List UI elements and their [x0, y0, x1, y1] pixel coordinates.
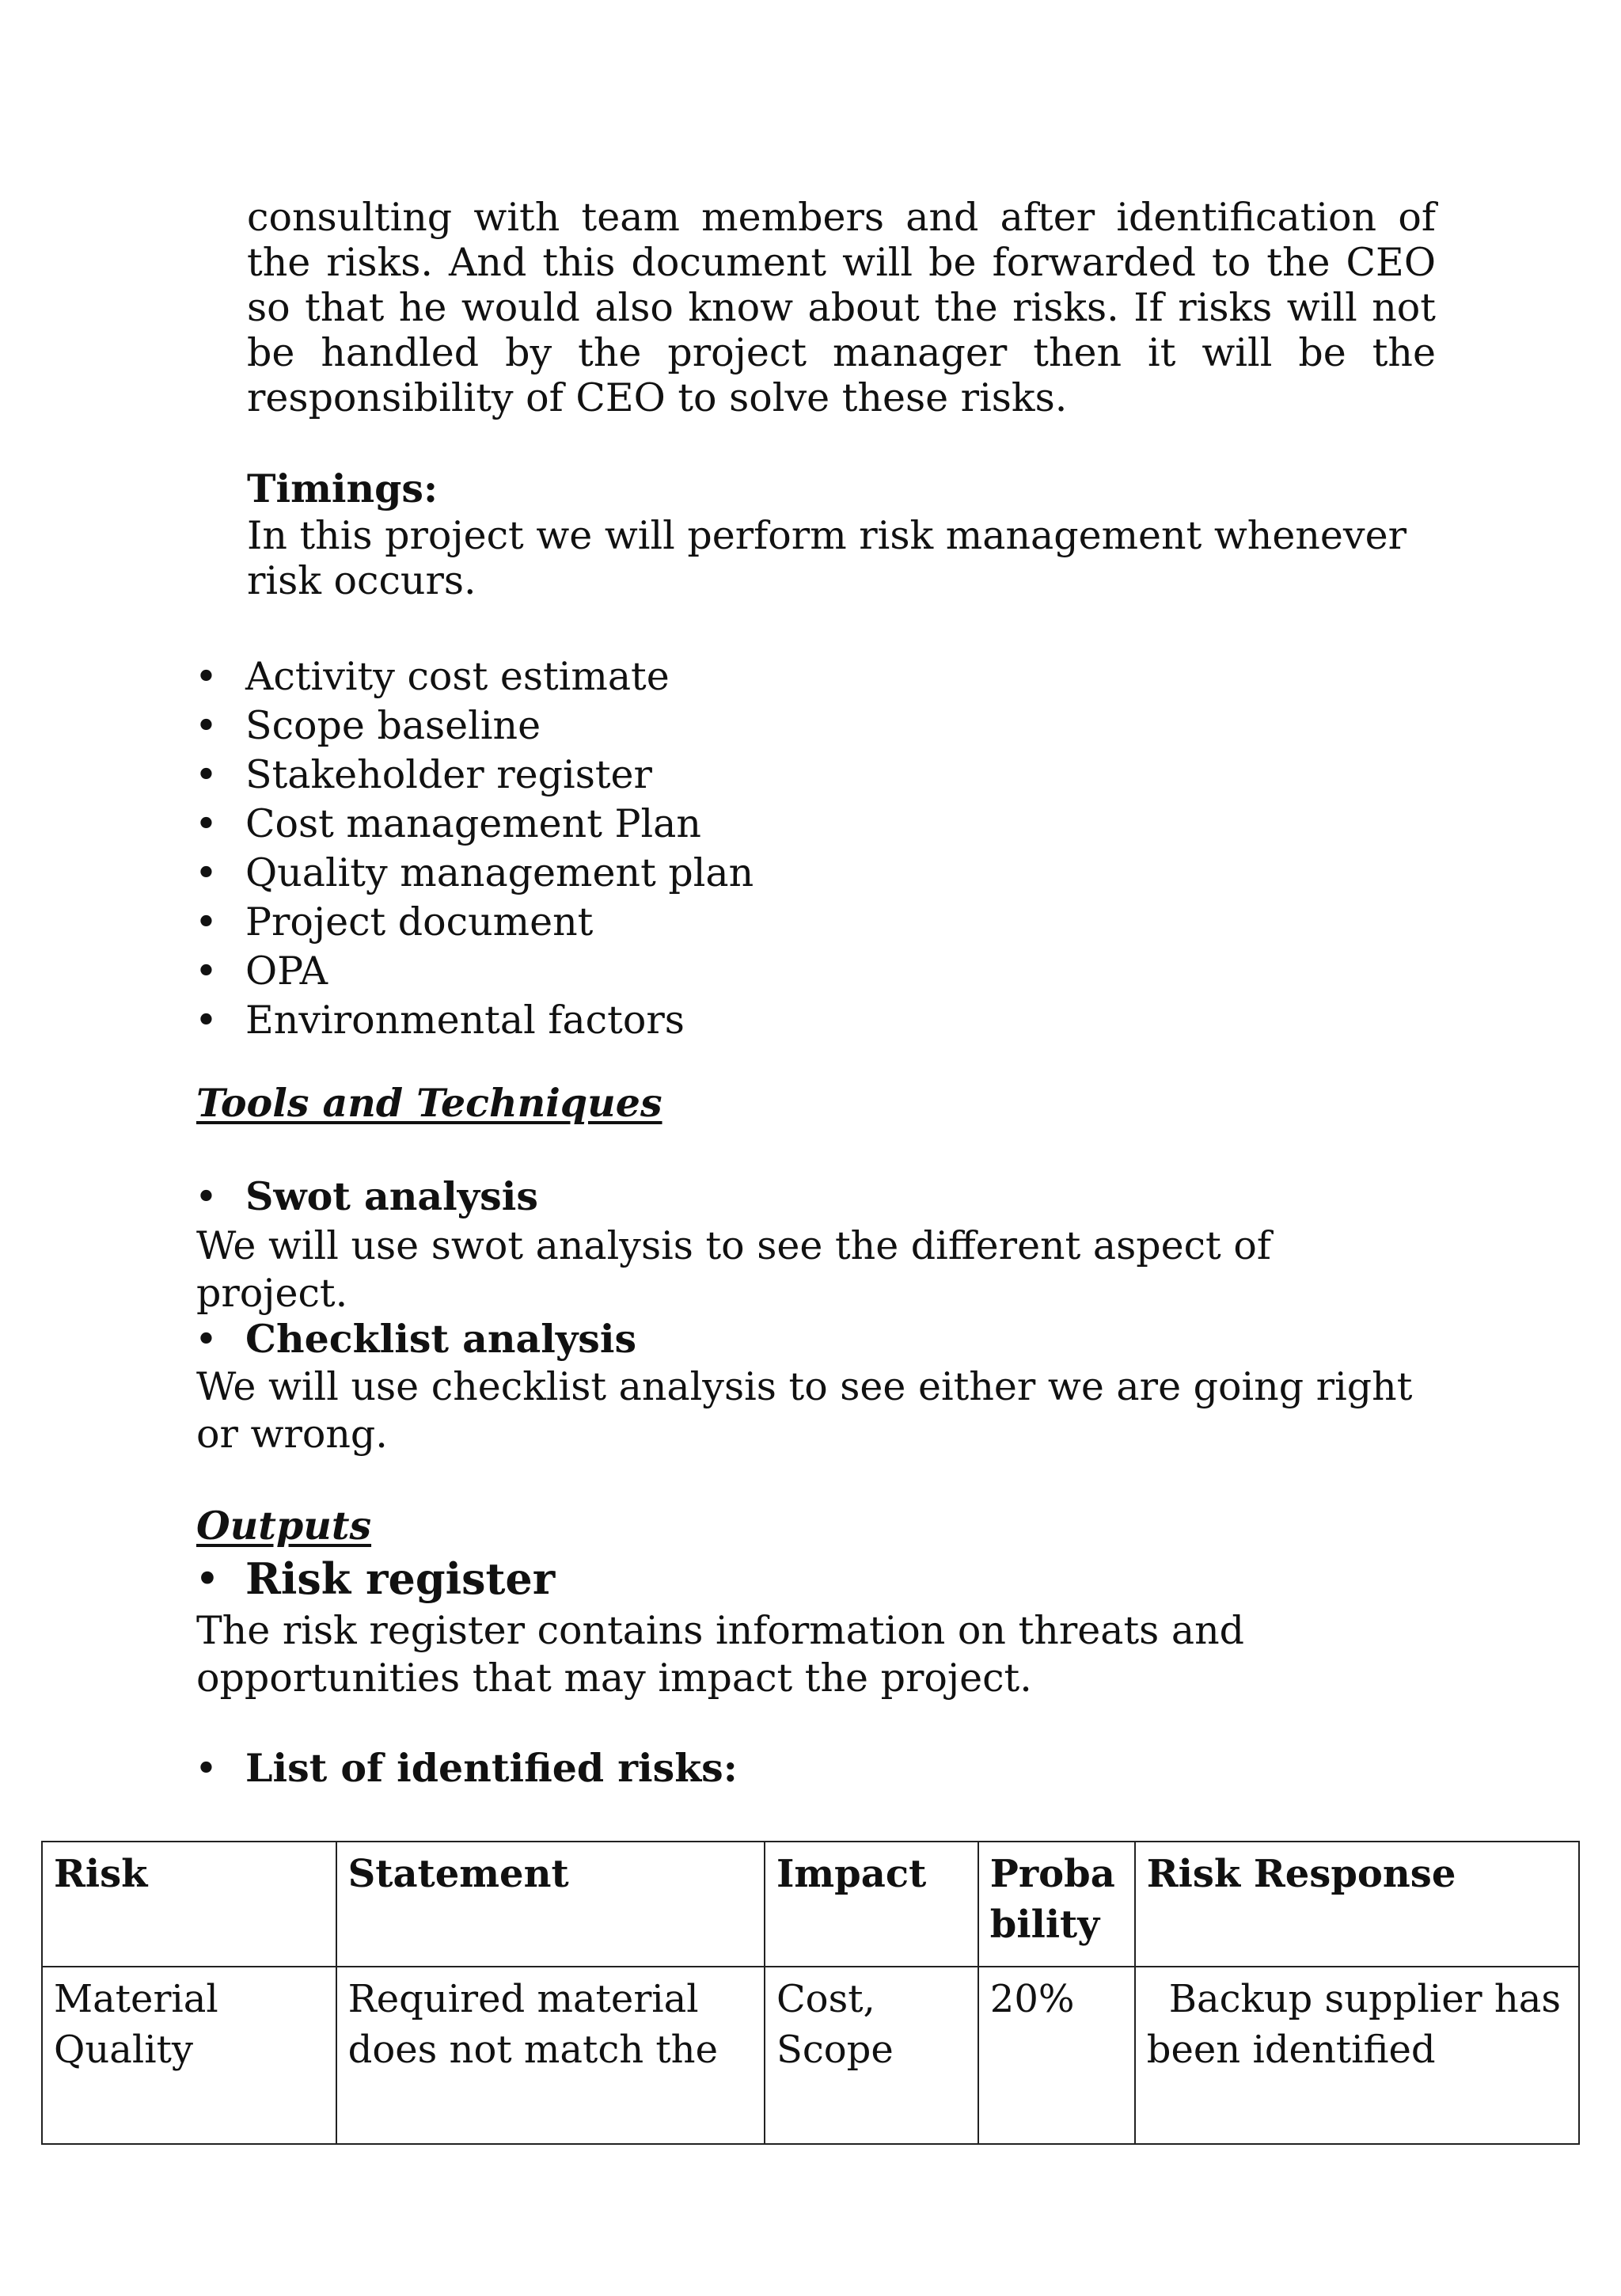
- swot-label: Swot analysis: [245, 1173, 538, 1219]
- list-item: • Activity cost estimate: [195, 652, 754, 701]
- bullet-icon: •: [195, 1317, 218, 1362]
- swot-text: We will use swot analysis to see the different aspect of project.: [196, 1223, 1271, 1316]
- bullet-icon: •: [195, 948, 218, 994]
- bullet-icon: •: [195, 1174, 218, 1219]
- header-statement: Statement: [336, 1842, 765, 1967]
- list-item: • Quality management plan: [195, 849, 754, 898]
- list-item: • OPA: [195, 947, 754, 996]
- timings-text: In this project we will perform risk management whenever risk occurs.: [247, 513, 1407, 603]
- bullet-icon: •: [195, 1554, 220, 1604]
- identified-risks-label: List of identified risks:: [245, 1745, 738, 1791]
- cell-impact: Cost, Scope: [765, 1967, 978, 2144]
- list-item: • Stakeholder register: [195, 751, 754, 800]
- header-probability: Proba bility: [978, 1842, 1135, 1967]
- bullet-icon: •: [195, 998, 218, 1043]
- cell-probability: 20%: [978, 1967, 1135, 2144]
- header-risk: Risk: [42, 1842, 336, 1967]
- table-header-row: [42, 1842, 1579, 1967]
- risk-table: [41, 1841, 1580, 2145]
- list-item: • Environmental factors: [195, 996, 754, 1045]
- identified-risks-bullet: [195, 1745, 738, 1791]
- checklist-bullet: [195, 1316, 636, 1362]
- header-risk-response: Risk Response: [1135, 1842, 1579, 1967]
- cell-risk-response: Backup supplier has been identified: [1135, 1967, 1579, 2144]
- bullet-icon: •: [195, 654, 218, 699]
- intro-paragraph: consulting with team members and after identification of the risks. And this document will be forwarded to the CEO so that he would also know about the risks. If risks will not be handled by the project manager then it will be the responsibility of CEO to solve these risks.: [247, 195, 1436, 420]
- bullet-icon: •: [195, 801, 218, 846]
- cell-statement: Required material does not match the: [336, 1967, 765, 2144]
- inputs-list: [195, 652, 754, 1045]
- checklist-label: Checklist analysis: [245, 1316, 637, 1362]
- bullet-icon: •: [195, 1746, 218, 1791]
- list-item: • Project document: [195, 898, 754, 947]
- risk-register-text: The risk register contains information on threats and opportunities that may impact the project.: [196, 1608, 1245, 1701]
- bullet-icon: •: [195, 850, 218, 895]
- timings-heading: Timings:: [247, 466, 438, 511]
- swot-bullet: [195, 1173, 538, 1219]
- bullet-icon: •: [195, 752, 218, 797]
- table-row: [42, 1967, 1579, 2144]
- bullet-icon: •: [195, 899, 218, 945]
- tools-section-title: Tools and Techniques: [196, 1080, 662, 1126]
- cell-risk: Material Quality: [42, 1967, 336, 2144]
- bullet-icon: •: [195, 703, 218, 748]
- list-item: • Scope baseline: [195, 701, 754, 751]
- list-item: • Cost management Plan: [195, 800, 754, 849]
- risk-register-label: Risk register: [245, 1553, 556, 1604]
- outputs-section-title: Outputs: [196, 1503, 372, 1549]
- risk-register-bullet: [195, 1553, 555, 1604]
- checklist-text: We will use checklist analysis to see either we are going right or wrong.: [196, 1364, 1413, 1457]
- header-impact: Impact: [765, 1842, 978, 1967]
